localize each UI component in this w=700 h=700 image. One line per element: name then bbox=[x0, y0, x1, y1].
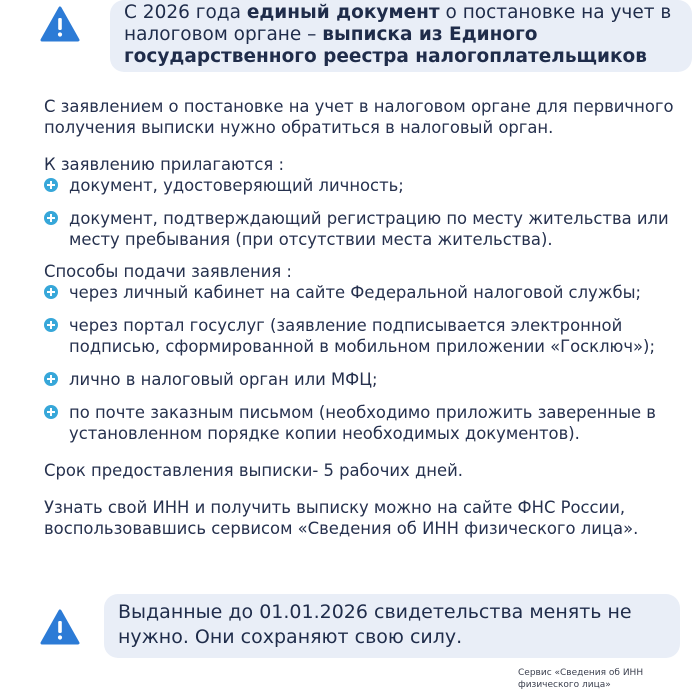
warning-icon bbox=[40, 609, 80, 645]
plus-circle-icon bbox=[44, 211, 58, 225]
list-item: по почте заказным письмом (необходимо приложить заверенные в установленном порядке копии необходимых документов). bbox=[44, 402, 694, 444]
list-item: через портал госуслуг (заявление подписывается электронной подписью, сформированной в мобильном приложении «Госключ»); bbox=[44, 315, 694, 357]
plus-circle-icon bbox=[44, 285, 58, 299]
term-paragraph: Срок предоставления выписки- 5 рабочих дней. bbox=[44, 461, 463, 480]
top-notice-text: С 2026 года единый документ о постановке на учет в налоговом органе – выписка из Единого государственного реестра налогоплательщиков bbox=[124, 2, 672, 67]
list-item: документ, подтверждающий регистрацию по месту жительства или месту пребывания (при отсутствии места жительства). bbox=[44, 208, 694, 250]
attachments-heading: К заявлению прилагаются : bbox=[44, 155, 284, 174]
main-content bbox=[44, 96, 694, 539]
list-item: лично в налоговый орган или МФЦ; bbox=[44, 369, 694, 390]
plus-circle-icon bbox=[44, 178, 58, 192]
service-caption: Сервис «Сведения об ИНН физического лица» bbox=[518, 668, 644, 690]
top-notice-callout bbox=[110, 0, 692, 72]
plus-circle-icon bbox=[44, 318, 58, 332]
plus-circle-icon bbox=[44, 372, 58, 386]
bottom-notice-text: Выданные до 01.01.2026 свидетельства менять не нужно. Они сохраняют свою силу. bbox=[118, 601, 632, 648]
methods-heading: Способы подачи заявления : bbox=[44, 262, 292, 281]
bottom-notice-callout bbox=[104, 594, 680, 658]
intro-paragraph: С заявлением о постановке на учет в налоговом органе для первичного получения выписки нужно обратиться в налоговый орган. bbox=[44, 97, 674, 137]
list-item: документ, удостоверяющий личность; bbox=[44, 175, 694, 196]
inn-info-paragraph: Узнать свой ИНН и получить выписку можно на сайте ФНС России, воспользовавшись сервисом «Сведения об ИНН физического лица». bbox=[44, 498, 639, 538]
plus-circle-icon bbox=[44, 405, 58, 419]
list-item: через личный кабинет на сайте Федеральной налоговой службы; bbox=[44, 282, 694, 303]
warning-icon bbox=[40, 6, 80, 42]
